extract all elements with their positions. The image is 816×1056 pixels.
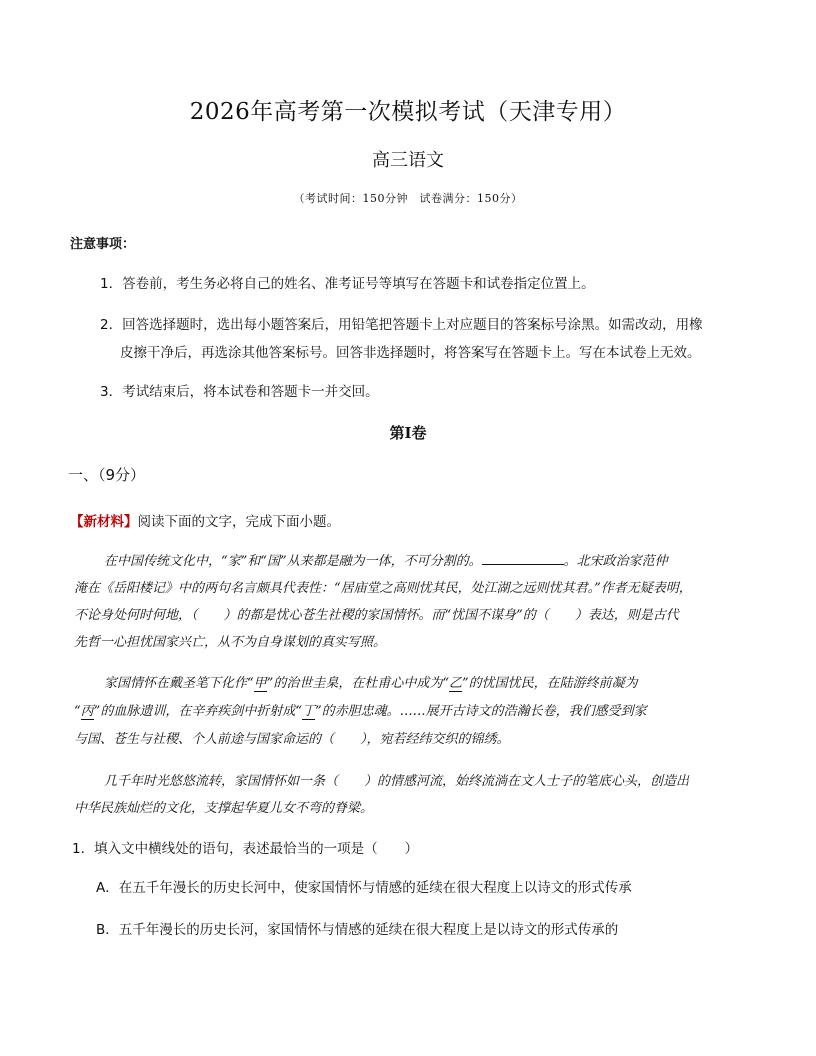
passage-text: “ [74,704,81,719]
passage-text: 家国情怀在戴圣笔下化作“ [104,676,254,691]
passage-p1-line-3: 不论身处何时何地，（ ）的都是忧心苍生社稷的家国情怀。而“忧国不谋身”的（ ）表达，则是古代 [74,608,679,623]
passage-p1-line-2: 淹在《岳阳楼记》中的两句名言颇具代表性：“居庙堂之高则忧其民，处江湖之远则忧其君。”作者无疑表明， [74,581,692,596]
notice-item-2-continued: 皮擦干净后，再选涂其他答案标号。回答非选择题时，将答案写在答题卡上。写在本试卷上无效。 [120,345,701,361]
notice-item-2: 2．回答选择题时，选出每小题答案后，用铅笔把答题卡上对应题目的答案标号涂黑。如需改动，用橡 [100,317,703,333]
blank-bing: 丙 [81,700,94,720]
passage-text: ”的忧国忧民，在陆游终前凝为 [461,676,638,691]
passage-text: ”的赤胆忠魂。……展开古诗文的浩瀚长卷，我们感受到家 [314,704,647,719]
passage-text: ”的血脉遗训，在辛弃疾剑中折射成“ [93,704,302,719]
notice-heading: 注意事项： [70,237,136,252]
material-instruction: 阅读下面的文字，完成下面小题。 [137,514,340,530]
passage-text: 。北宋政治家范仲 [563,554,668,569]
volume-title: 第Ⅰ卷 [389,424,427,442]
passage-p3-line-2: 中华民族灿烂的文化，支撑起华夏儿女不弯的脊梁。 [74,801,374,816]
passage-p1-line-1 [104,550,668,569]
exam-info: （考试时间：150分钟 试卷满分：150分） [293,192,523,205]
exam-subtitle: 高三语文 [372,150,444,171]
passage-p1-line-4: 先哲一心担忧国家兴亡，从不为自身谋划的真实写照。 [74,635,387,650]
passage-text: ”的治世圭臬，在杜甫心中成为“ [266,676,449,691]
passage-text: 在中国传统文化中，“家”和“国”从来都是融为一体，不可分割的。 [104,554,482,569]
question-option-b: B．五千年漫长的历史长河，家国情怀与情感的延续在很大程度上是以诗文的形式传承的 [96,922,619,938]
passage-p2-line-3: 与国、苍生与社稷、个人前途与国家命运的（ ），宛若经纬交织的锦绣。 [74,732,510,747]
blank-ding: 丁 [302,700,315,720]
material-line [70,510,340,530]
passage-p3-line-1: 几千年时光悠悠流转，家国情怀如一条（ ）的情感河流，始终流淌在文人士子的笔底心头，创造出 [104,774,690,789]
exam-title: 2026年高考第一次模拟考试（天津专用） [189,99,627,125]
answer-blank [482,552,564,565]
question-stem: 1．填入文中横线处的语句，表述最恰当的一项是（ ） [72,841,419,857]
notice-item-3: 3．考试结束后，将本试卷和答题卡一并交回。 [100,384,379,400]
material-tag: 【新材料】 [70,514,138,530]
passage-p2-line-1 [104,672,638,692]
section-heading: 一、（9分） [68,466,146,484]
question-option-a: A．在五千年漫长的历史长河中，使家国情怀与情感的延续在很大程度上以诗文的形式传承 [96,880,632,896]
blank-jia: 甲 [254,672,267,692]
notice-item-1: 1．答卷前，考生务必将自己的姓名、准考证号等填写在答题卡和试卷指定位置上。 [100,276,595,292]
blank-yi: 乙 [449,672,462,692]
passage-p2-line-2 [74,700,647,720]
